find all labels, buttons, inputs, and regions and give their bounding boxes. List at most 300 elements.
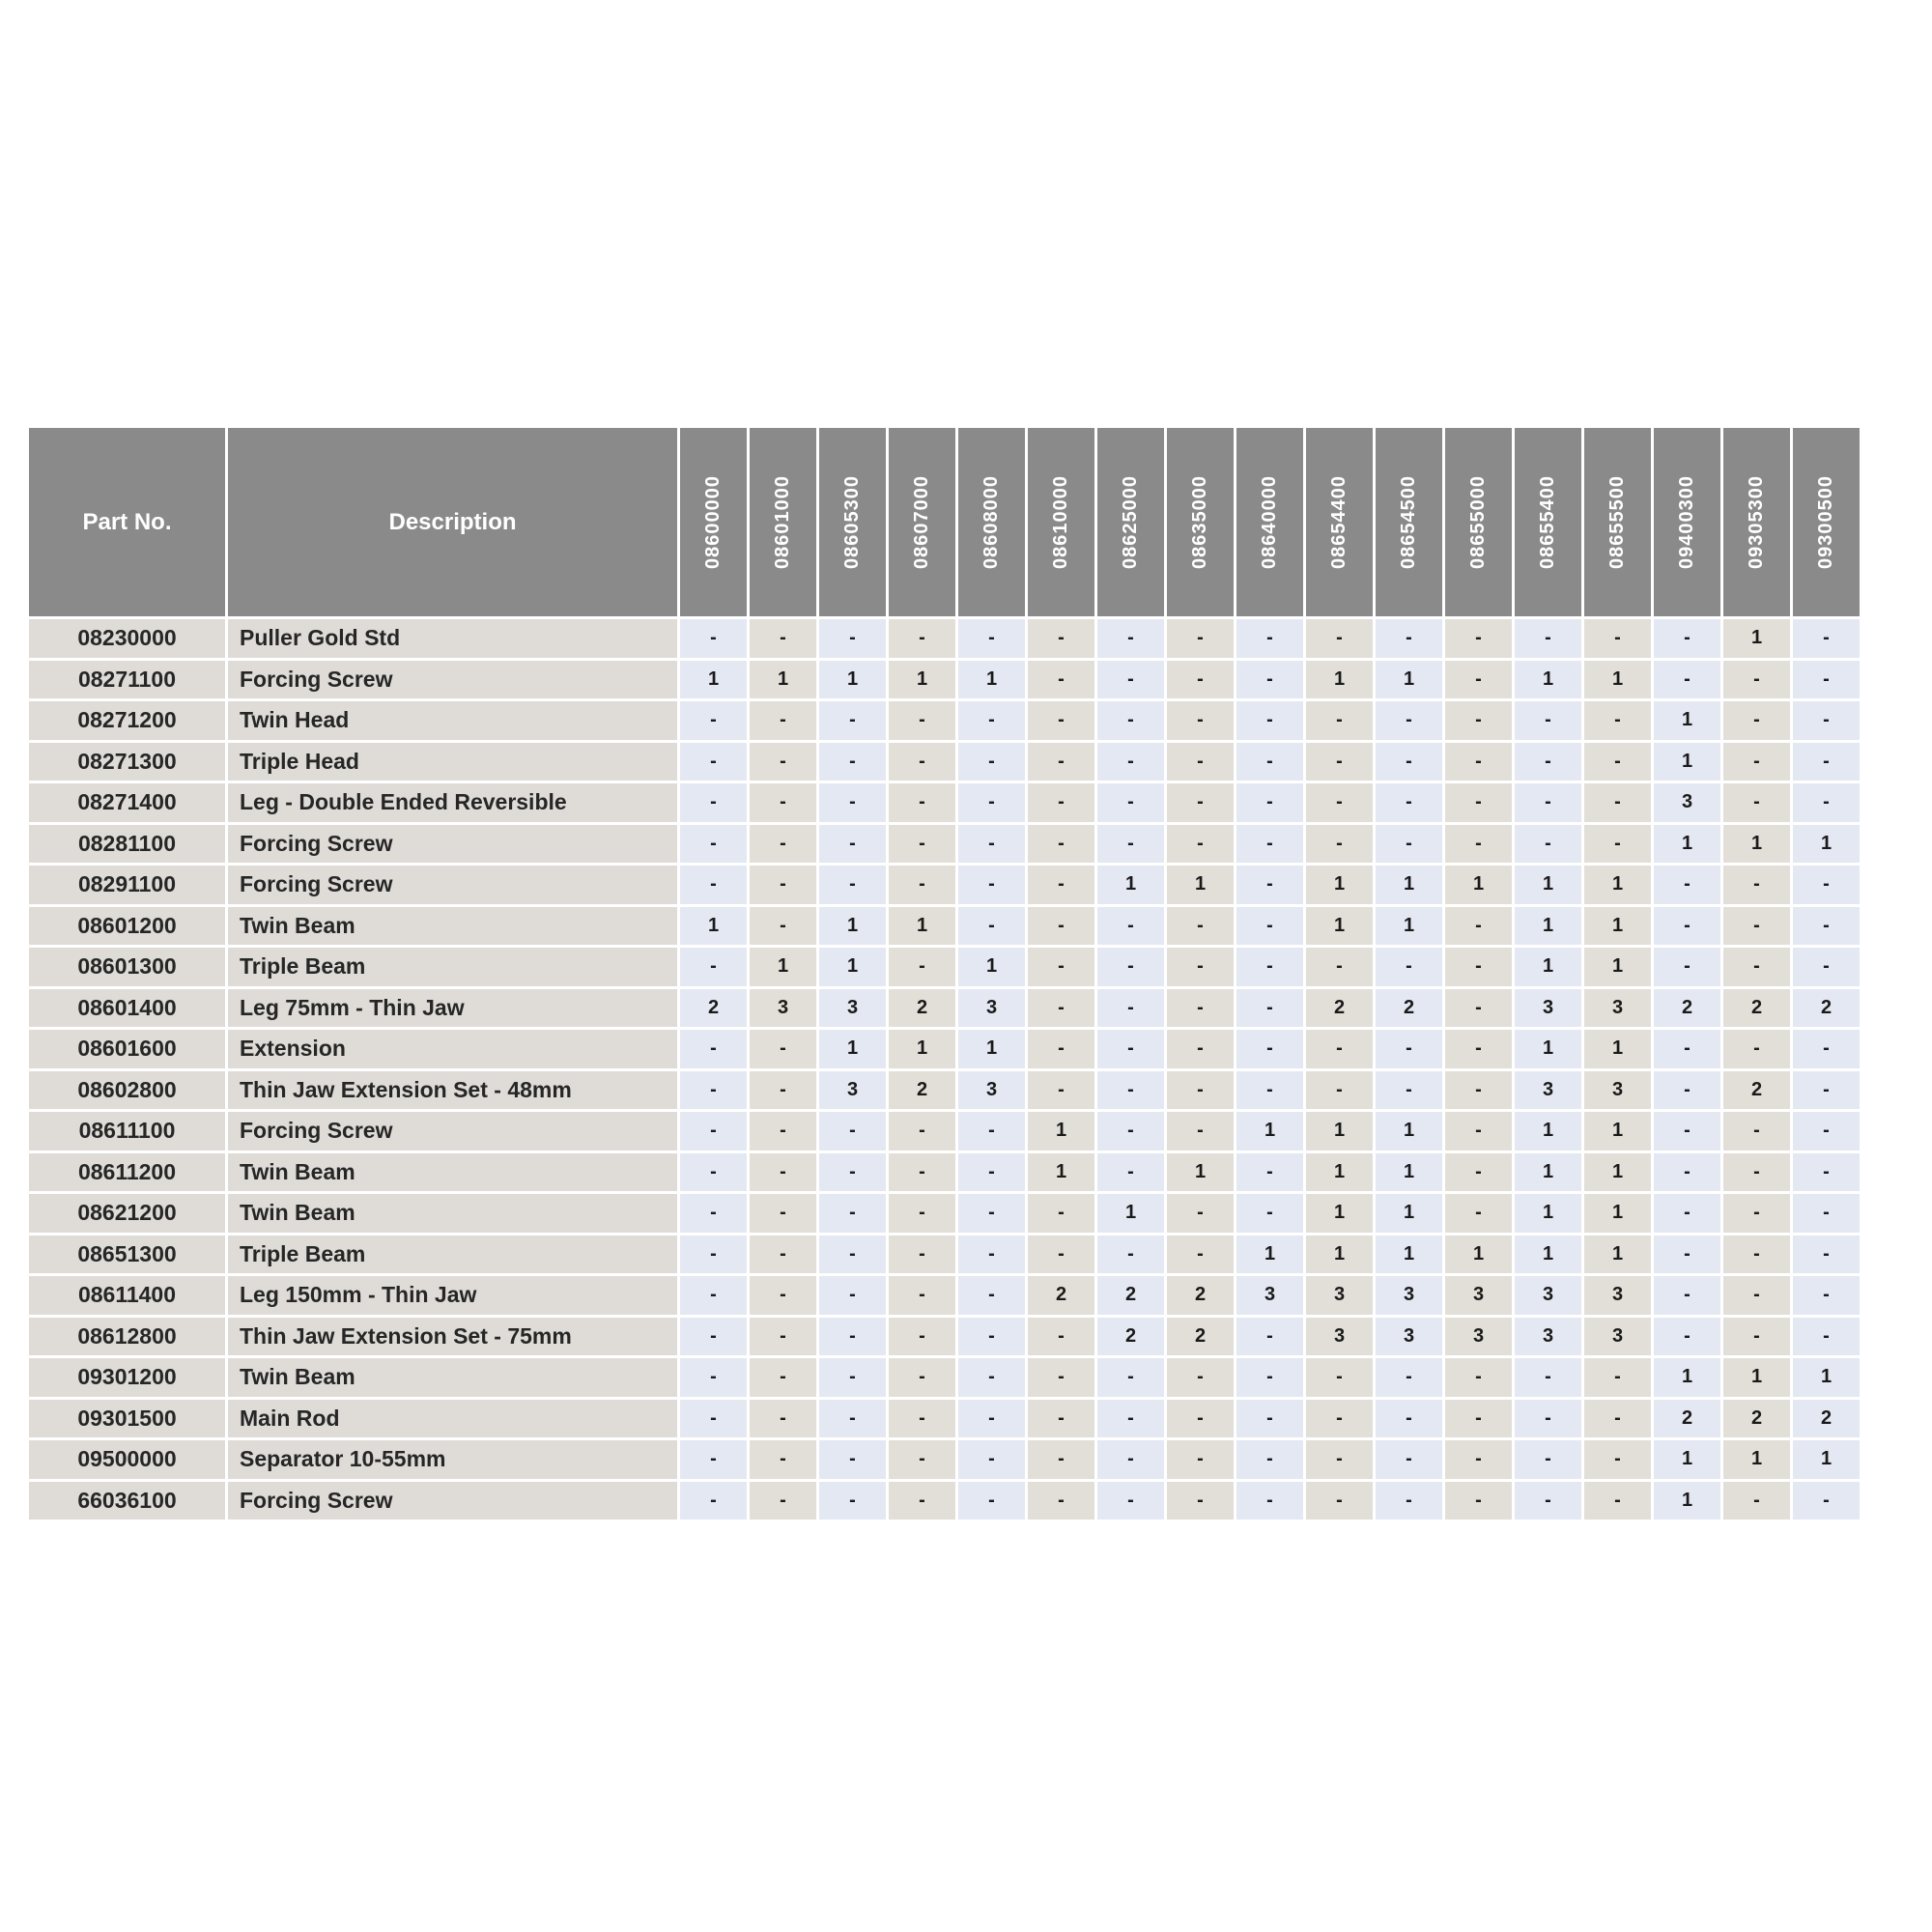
- quantity-cell: 3: [1306, 1276, 1373, 1315]
- quantity-cell: -: [819, 743, 886, 781]
- quantity-cell: -: [819, 619, 886, 658]
- quantity-cell: 3: [1306, 1318, 1373, 1356]
- quantity-cell: 3: [1445, 1318, 1512, 1356]
- quantity-cell: -: [1584, 783, 1651, 822]
- quantity-cell: -: [750, 1318, 816, 1356]
- quantity-cell: -: [1793, 1276, 1860, 1315]
- quantity-cell: 1: [1515, 661, 1581, 699]
- quantity-cell: 1: [1723, 619, 1790, 658]
- product-column-header: [1376, 428, 1442, 616]
- quantity-cell: 1: [889, 907, 955, 946]
- quantity-cell: -: [819, 1112, 886, 1151]
- quantity-cell: -: [1445, 1194, 1512, 1233]
- quantity-cell: 3: [819, 989, 886, 1028]
- quantity-cell: -: [1793, 1482, 1860, 1520]
- quantity-cell: 1: [1793, 825, 1860, 864]
- quantity-cell: -: [819, 825, 886, 864]
- quantity-cell: 2: [1376, 989, 1442, 1028]
- quantity-cell: -: [1236, 1153, 1303, 1192]
- quantity-cell: -: [1028, 743, 1094, 781]
- product-column-header: [1723, 428, 1790, 616]
- quantity-cell: -: [1167, 948, 1234, 986]
- quantity-cell: -: [1654, 866, 1720, 904]
- quantity-cell: -: [1723, 1276, 1790, 1315]
- quantity-cell: -: [750, 783, 816, 822]
- quantity-cell: -: [680, 1358, 747, 1397]
- quantity-cell: -: [1723, 866, 1790, 904]
- quantity-cell: -: [680, 1400, 747, 1438]
- quantity-cell: -: [1028, 1482, 1094, 1520]
- quantity-cell: -: [1167, 701, 1234, 740]
- quantity-cell: 3: [1654, 783, 1720, 822]
- quantity-cell: -: [1236, 1400, 1303, 1438]
- quantity-cell: -: [1654, 948, 1720, 986]
- product-column-header: [819, 428, 886, 616]
- quantity-cell: -: [1445, 701, 1512, 740]
- quantity-cell: -: [958, 1440, 1025, 1479]
- quantity-cell: -: [1584, 1358, 1651, 1397]
- quantity-cell: -: [750, 866, 816, 904]
- quantity-cell: -: [1028, 661, 1094, 699]
- quantity-cell: 1: [1306, 866, 1373, 904]
- quantity-cell: 2: [1028, 1276, 1094, 1315]
- quantity-cell: -: [1376, 743, 1442, 781]
- quantity-cell: 1: [1515, 1236, 1581, 1274]
- quantity-cell: -: [1306, 783, 1373, 822]
- quantity-cell: 2: [889, 989, 955, 1028]
- part-no-cell: 08621200: [29, 1194, 225, 1233]
- quantity-cell: 1: [819, 948, 886, 986]
- product-column-header-label: 08607000: [911, 475, 932, 569]
- quantity-cell: -: [1723, 701, 1790, 740]
- quantity-cell: 1: [1306, 907, 1373, 946]
- part-no-cell: 09301200: [29, 1358, 225, 1397]
- quantity-cell: 1: [1376, 1194, 1442, 1233]
- quantity-cell: -: [889, 1276, 955, 1315]
- quantity-cell: 1: [1515, 1030, 1581, 1068]
- quantity-cell: -: [1793, 1153, 1860, 1192]
- quantity-cell: 2: [1097, 1276, 1164, 1315]
- quantity-cell: -: [1236, 1318, 1303, 1356]
- product-column-header: [889, 428, 955, 616]
- quantity-cell: 1: [1654, 825, 1720, 864]
- quantity-cell: -: [1376, 619, 1442, 658]
- quantity-cell: -: [819, 1236, 886, 1274]
- quantity-cell: -: [1723, 1482, 1790, 1520]
- quantity-cell: 1: [1306, 1153, 1373, 1192]
- quantity-cell: -: [889, 743, 955, 781]
- quantity-cell: -: [1515, 825, 1581, 864]
- quantity-cell: -: [1723, 907, 1790, 946]
- quantity-cell: -: [1376, 1482, 1442, 1520]
- quantity-cell: -: [1376, 783, 1442, 822]
- quantity-cell: -: [1236, 743, 1303, 781]
- part-no-cell: 08271200: [29, 701, 225, 740]
- part-no-cell: 08271400: [29, 783, 225, 822]
- quantity-cell: -: [1723, 661, 1790, 699]
- quantity-cell: -: [680, 1030, 747, 1068]
- quantity-cell: -: [680, 619, 747, 658]
- part-no-cell: 08601400: [29, 989, 225, 1028]
- quantity-cell: -: [1097, 1112, 1164, 1151]
- quantity-cell: 1: [1584, 1153, 1651, 1192]
- quantity-cell: -: [1306, 1071, 1373, 1110]
- quantity-cell: -: [958, 1194, 1025, 1233]
- quantity-cell: -: [819, 1482, 886, 1520]
- product-column-header-label: 08601000: [772, 475, 793, 569]
- quantity-cell: -: [750, 1236, 816, 1274]
- quantity-cell: -: [1167, 661, 1234, 699]
- quantity-cell: -: [1515, 1482, 1581, 1520]
- quantity-cell: -: [1654, 907, 1720, 946]
- quantity-cell: -: [1028, 701, 1094, 740]
- quantity-cell: -: [889, 783, 955, 822]
- description-cell: Twin Beam: [228, 907, 677, 946]
- quantity-cell: -: [1654, 1071, 1720, 1110]
- product-column-header: [750, 428, 816, 616]
- part-no-cell: 08271100: [29, 661, 225, 699]
- quantity-cell: -: [1236, 783, 1303, 822]
- quantity-cell: -: [1445, 907, 1512, 946]
- quantity-cell: 1: [1654, 1482, 1720, 1520]
- quantity-cell: 2: [1723, 1071, 1790, 1110]
- quantity-cell: -: [819, 866, 886, 904]
- quantity-cell: 1: [1654, 743, 1720, 781]
- quantity-cell: -: [1236, 661, 1303, 699]
- quantity-cell: -: [1306, 1440, 1373, 1479]
- quantity-cell: -: [1793, 619, 1860, 658]
- quantity-cell: 1: [1515, 907, 1581, 946]
- product-column-header-label: 08625000: [1120, 475, 1141, 569]
- quantity-cell: -: [1376, 825, 1442, 864]
- quantity-cell: -: [889, 1318, 955, 1356]
- quantity-cell: -: [889, 1153, 955, 1192]
- quantity-cell: -: [1723, 743, 1790, 781]
- quantity-cell: 2: [1793, 1400, 1860, 1438]
- quantity-cell: 1: [1793, 1358, 1860, 1397]
- quantity-cell: 1: [1376, 1153, 1442, 1192]
- product-column-header-label: 08605300: [841, 475, 863, 569]
- quantity-cell: 1: [680, 907, 747, 946]
- quantity-cell: -: [1793, 783, 1860, 822]
- quantity-cell: -: [1515, 783, 1581, 822]
- quantity-cell: -: [1584, 701, 1651, 740]
- quantity-cell: -: [889, 1112, 955, 1151]
- quantity-cell: -: [958, 866, 1025, 904]
- quantity-cell: -: [1097, 661, 1164, 699]
- quantity-cell: -: [1028, 1358, 1094, 1397]
- quantity-cell: -: [958, 1153, 1025, 1192]
- quantity-cell: -: [1167, 1400, 1234, 1438]
- quantity-cell: -: [1306, 701, 1373, 740]
- quantity-cell: -: [1793, 701, 1860, 740]
- quantity-cell: -: [819, 1440, 886, 1479]
- quantity-cell: -: [1793, 1194, 1860, 1233]
- quantity-cell: -: [1376, 1358, 1442, 1397]
- quantity-cell: -: [1167, 743, 1234, 781]
- quantity-cell: -: [1167, 825, 1234, 864]
- quantity-cell: 1: [958, 1030, 1025, 1068]
- quantity-cell: 1: [1654, 1440, 1720, 1479]
- quantity-cell: -: [889, 1400, 955, 1438]
- description-cell: Forcing Screw: [228, 825, 677, 864]
- quantity-cell: -: [1445, 743, 1512, 781]
- quantity-cell: -: [1028, 619, 1094, 658]
- quantity-cell: -: [1723, 948, 1790, 986]
- quantity-cell: 1: [1584, 1030, 1651, 1068]
- quantity-cell: -: [1654, 1112, 1720, 1151]
- quantity-cell: 1: [1445, 1236, 1512, 1274]
- quantity-cell: 2: [680, 989, 747, 1028]
- quantity-cell: 2: [1793, 989, 1860, 1028]
- quantity-cell: -: [1097, 907, 1164, 946]
- quantity-cell: -: [1236, 1030, 1303, 1068]
- quantity-cell: 1: [819, 1030, 886, 1068]
- quantity-cell: -: [1515, 701, 1581, 740]
- quantity-cell: -: [1445, 1071, 1512, 1110]
- product-column-header: [1236, 428, 1303, 616]
- quantity-cell: -: [1097, 1400, 1164, 1438]
- quantity-cell: -: [1584, 1440, 1651, 1479]
- quantity-cell: 3: [1584, 1276, 1651, 1315]
- product-column-header: [1445, 428, 1512, 616]
- quantity-cell: -: [680, 701, 747, 740]
- quantity-cell: -: [1097, 1440, 1164, 1479]
- quantity-cell: -: [958, 701, 1025, 740]
- quantity-cell: -: [1445, 1153, 1512, 1192]
- quantity-cell: 1: [1306, 1194, 1373, 1233]
- quantity-cell: -: [680, 1071, 747, 1110]
- quantity-cell: -: [958, 1358, 1025, 1397]
- quantity-cell: -: [1306, 1358, 1373, 1397]
- quantity-cell: -: [819, 701, 886, 740]
- product-column-header: [1515, 428, 1581, 616]
- quantity-cell: 1: [1584, 866, 1651, 904]
- quantity-cell: 1: [819, 907, 886, 946]
- quantity-cell: 1: [889, 661, 955, 699]
- quantity-cell: -: [958, 1482, 1025, 1520]
- description-cell: Triple Head: [228, 743, 677, 781]
- quantity-cell: 1: [1167, 866, 1234, 904]
- quantity-cell: 3: [1445, 1276, 1512, 1315]
- description-cell: Twin Head: [228, 701, 677, 740]
- quantity-cell: 3: [819, 1071, 886, 1110]
- product-column-header-label: 08655400: [1537, 475, 1558, 569]
- quantity-cell: -: [1097, 743, 1164, 781]
- part-no-cell: 09500000: [29, 1440, 225, 1479]
- quantity-cell: 2: [1723, 1400, 1790, 1438]
- quantity-cell: 2: [1097, 1318, 1164, 1356]
- quantity-cell: -: [1097, 1236, 1164, 1274]
- quantity-cell: -: [1236, 1440, 1303, 1479]
- description-column-header: Description: [228, 428, 677, 616]
- quantity-cell: 1: [1167, 1153, 1234, 1192]
- quantity-cell: -: [1584, 825, 1651, 864]
- quantity-cell: -: [1167, 989, 1234, 1028]
- quantity-cell: -: [1515, 1440, 1581, 1479]
- description-cell: Leg 75mm - Thin Jaw: [228, 989, 677, 1028]
- quantity-cell: -: [958, 1318, 1025, 1356]
- quantity-cell: 3: [1236, 1276, 1303, 1315]
- quantity-cell: -: [1097, 1482, 1164, 1520]
- quantity-cell: -: [1793, 948, 1860, 986]
- quantity-cell: -: [750, 1276, 816, 1315]
- quantity-cell: 1: [1097, 866, 1164, 904]
- quantity-cell: -: [680, 1482, 747, 1520]
- description-cell: Twin Beam: [228, 1153, 677, 1192]
- quantity-cell: -: [680, 743, 747, 781]
- quantity-cell: -: [1167, 1440, 1234, 1479]
- quantity-cell: -: [750, 701, 816, 740]
- quantity-cell: -: [1167, 1112, 1234, 1151]
- quantity-cell: -: [1097, 948, 1164, 986]
- quantity-cell: -: [958, 619, 1025, 658]
- quantity-cell: 1: [1793, 1440, 1860, 1479]
- product-column-header-label: 09305300: [1746, 475, 1767, 569]
- quantity-cell: -: [1028, 989, 1094, 1028]
- description-cell: Forcing Screw: [228, 1482, 677, 1520]
- product-column-header-label: 08654400: [1328, 475, 1350, 569]
- quantity-cell: -: [1654, 1236, 1720, 1274]
- quantity-cell: -: [819, 1194, 886, 1233]
- quantity-cell: -: [680, 1153, 747, 1192]
- product-column-header: [1793, 428, 1860, 616]
- quantity-cell: -: [1723, 1153, 1790, 1192]
- quantity-cell: 3: [750, 989, 816, 1028]
- quantity-cell: 1: [1236, 1236, 1303, 1274]
- quantity-cell: -: [1723, 1030, 1790, 1068]
- quantity-cell: -: [1236, 989, 1303, 1028]
- quantity-cell: -: [1236, 701, 1303, 740]
- quantity-cell: -: [1376, 1400, 1442, 1438]
- quantity-cell: 3: [1515, 1318, 1581, 1356]
- quantity-cell: -: [1584, 619, 1651, 658]
- quantity-cell: -: [750, 1030, 816, 1068]
- quantity-cell: -: [1028, 1194, 1094, 1233]
- quantity-cell: -: [819, 1276, 886, 1315]
- quantity-cell: -: [889, 701, 955, 740]
- quantity-cell: -: [750, 907, 816, 946]
- quantity-cell: -: [1793, 1318, 1860, 1356]
- quantity-cell: -: [1376, 948, 1442, 986]
- quantity-cell: -: [1515, 1358, 1581, 1397]
- part-no-cell: 08281100: [29, 825, 225, 864]
- quantity-cell: -: [1793, 1030, 1860, 1068]
- quantity-cell: -: [1445, 825, 1512, 864]
- quantity-cell: -: [1654, 661, 1720, 699]
- quantity-cell: 1: [958, 661, 1025, 699]
- quantity-cell: -: [1515, 1400, 1581, 1438]
- quantity-cell: -: [1445, 1030, 1512, 1068]
- quantity-cell: -: [1028, 1400, 1094, 1438]
- quantity-cell: 2: [889, 1071, 955, 1110]
- description-cell: Forcing Screw: [228, 1112, 677, 1151]
- part-no-cell: 08291100: [29, 866, 225, 904]
- product-column-header-label: 08640000: [1259, 475, 1280, 569]
- part-no-cell: 08602800: [29, 1071, 225, 1110]
- quantity-cell: 1: [1723, 825, 1790, 864]
- quantity-cell: -: [1028, 825, 1094, 864]
- quantity-cell: -: [1167, 907, 1234, 946]
- quantity-cell: 1: [1306, 1236, 1373, 1274]
- quantity-cell: -: [680, 1194, 747, 1233]
- description-cell: Twin Beam: [228, 1194, 677, 1233]
- product-column-header-label: 08608000: [980, 475, 1002, 569]
- quantity-cell: -: [1654, 1030, 1720, 1068]
- quantity-cell: -: [889, 948, 955, 986]
- quantity-cell: 1: [1028, 1112, 1094, 1151]
- quantity-cell: -: [1097, 989, 1164, 1028]
- part-no-cell: 08271300: [29, 743, 225, 781]
- quantity-cell: -: [819, 1318, 886, 1356]
- quantity-cell: -: [680, 1276, 747, 1315]
- quantity-cell: -: [1445, 1482, 1512, 1520]
- quantity-cell: -: [750, 1194, 816, 1233]
- quantity-cell: 3: [1515, 989, 1581, 1028]
- quantity-cell: -: [1793, 1071, 1860, 1110]
- quantity-cell: -: [819, 1358, 886, 1397]
- quantity-cell: 3: [1376, 1276, 1442, 1315]
- quantity-cell: -: [680, 1236, 747, 1274]
- quantity-cell: -: [1793, 661, 1860, 699]
- quantity-cell: -: [1723, 783, 1790, 822]
- quantity-cell: -: [1445, 619, 1512, 658]
- product-column-header-label: 09400300: [1676, 475, 1697, 569]
- quantity-cell: -: [1445, 989, 1512, 1028]
- product-column-header: [958, 428, 1025, 616]
- quantity-cell: -: [819, 783, 886, 822]
- quantity-cell: -: [1236, 948, 1303, 986]
- quantity-cell: 1: [1584, 948, 1651, 986]
- description-cell: Main Rod: [228, 1400, 677, 1438]
- quantity-cell: -: [1306, 1400, 1373, 1438]
- part-no-cell: 08611400: [29, 1276, 225, 1315]
- quantity-cell: -: [889, 1358, 955, 1397]
- product-column-header: [680, 428, 747, 616]
- quantity-cell: -: [1236, 866, 1303, 904]
- description-cell: Triple Beam: [228, 1236, 677, 1274]
- product-column-header: [1028, 428, 1094, 616]
- quantity-cell: 1: [1028, 1153, 1094, 1192]
- quantity-cell: 1: [1376, 1112, 1442, 1151]
- quantity-cell: -: [958, 825, 1025, 864]
- quantity-cell: 1: [1515, 1153, 1581, 1192]
- quantity-cell: -: [680, 1112, 747, 1151]
- quantity-cell: -: [1167, 1482, 1234, 1520]
- quantity-cell: -: [1097, 783, 1164, 822]
- quantity-cell: -: [1236, 1482, 1303, 1520]
- quantity-cell: -: [958, 1276, 1025, 1315]
- part-no-column-header: Part No.: [29, 428, 225, 616]
- quantity-cell: -: [680, 825, 747, 864]
- quantity-cell: -: [958, 783, 1025, 822]
- part-no-cell: 08601600: [29, 1030, 225, 1068]
- quantity-cell: -: [1028, 1318, 1094, 1356]
- quantity-cell: -: [1167, 1358, 1234, 1397]
- quantity-cell: -: [1097, 825, 1164, 864]
- description-cell: Twin Beam: [228, 1358, 677, 1397]
- quantity-cell: -: [1306, 619, 1373, 658]
- part-no-cell: 66036100: [29, 1482, 225, 1520]
- quantity-cell: 1: [750, 661, 816, 699]
- quantity-cell: -: [1584, 743, 1651, 781]
- quantity-cell: -: [1167, 1030, 1234, 1068]
- quantity-cell: -: [958, 907, 1025, 946]
- quantity-cell: -: [1236, 907, 1303, 946]
- quantity-cell: -: [1306, 948, 1373, 986]
- quantity-cell: -: [1167, 1236, 1234, 1274]
- quantity-cell: -: [1515, 743, 1581, 781]
